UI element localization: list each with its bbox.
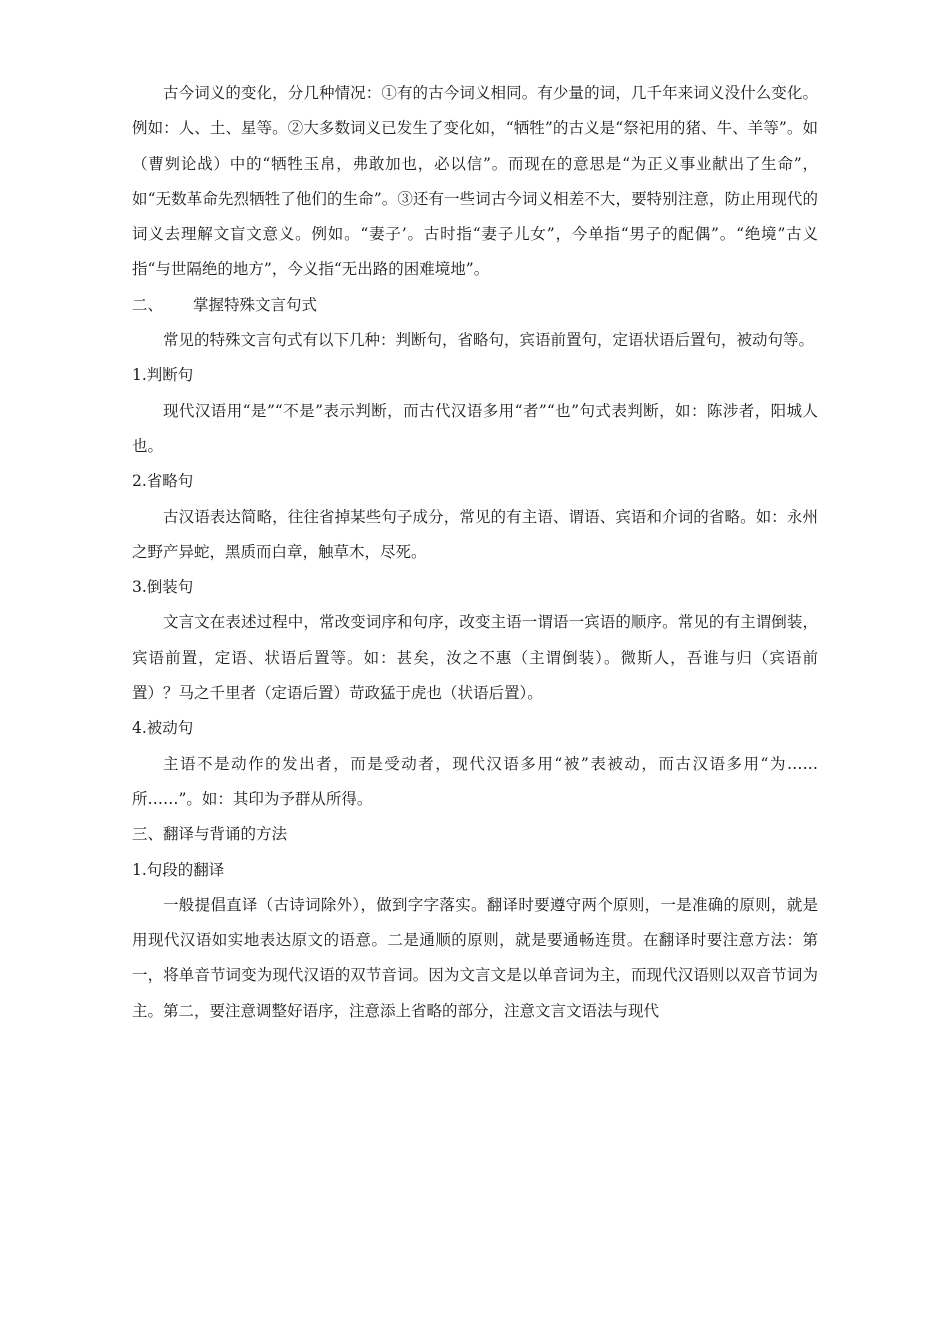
section-number: 二、 xyxy=(132,295,164,314)
paragraph-word-meaning: 古今词义的变化，分几种情况：①有的古今词义相同。有少量的词，几千年来词义没什么变化。例如：人、土、星等。②大多数词义已发生了变化如，“牺牲”的古义是“祭祀用的猪、牛、羊等”。如（曹刿论战）中的“牺牲玉帛，弗敢加也，必以信”。而现在的意思是“为正义事业献出了生命”，如“无数革命先烈牺牲了他们的生命”。③还有一些词古今词义相差不大，要特别注意，防止用现代的词义去理解文盲文意义。例如。“妻子’。古时指“妻子儿女”，今单指“男子的配偶”。“绝境”古义指“与世隔绝的地方”，今义指“无出路的困难境地”。 xyxy=(132,84,818,279)
paragraph-omission: 古汉语表达简略，往往省掉某些句子成分，常见的有主语、谓语、宾语和介词的省略。如：永州之野产异蛇，黑质而白章，触草木，尽死。 xyxy=(132,507,818,561)
document-body xyxy=(132,76,818,1029)
paragraph-passive: 主语不是动作的发出者，而是受动者，现代汉语多用“被”表被动，而古汉语多用“为……所……”。如：其印为予群从所得。 xyxy=(132,754,818,808)
paragraph-inversion: 文言文在表述过程中，常改变词序和句序，改变主语一谓语一宾语的顺序。常见的有主谓倒装，宾语前置，定语、状语后置等。如：甚矣，汝之不惠（主谓倒装）。微斯人，吾谁与归（宾语前置）？马之千里者（定语后置）苛政猛于虎也（状语后置）。 xyxy=(132,613,818,703)
subheading-inversion: 3.倒装句 xyxy=(132,578,194,597)
subheading-translation: 1.句段的翻译 xyxy=(132,860,225,879)
paragraph-translation: 一般提倡直译（古诗词除外），做到字字落实。翻译时要遵守两个原则，一是准确的原则，就是用现代汉语如实地表达原文的语意。二是通顺的原则，就是要通畅连贯。在翻译时要注意方法：第一，将单音节词变为现代汉语的双节音词。因为文言文是以单音词为主，而现代汉语则以双音节词为主。第二，要注意调整好语序，注意添上省略的部分，注意文言文语法与现代 xyxy=(132,895,818,1020)
subheading-omission: 2.省略句 xyxy=(132,472,194,491)
subheading-passive: 4.被动句 xyxy=(132,719,194,738)
section-heading-2 xyxy=(132,288,818,323)
section-title: 掌握特殊文言句式 xyxy=(193,295,318,314)
paragraph-special-intro: 常见的特殊文言句式有以下几种：判断句，省略句，宾语前置句，定语状语后置句，被动句等。 xyxy=(163,331,815,350)
section-heading-3: 三、翻译与背诵的方法 xyxy=(132,825,288,844)
subheading-judgment: 1.判断句 xyxy=(132,366,194,385)
paragraph-judgment: 现代汉语用“是”“不是”表示判断，而古代汉语多用“者”“也”句式表判断，如：陈涉者，阳城人也。 xyxy=(132,401,818,455)
